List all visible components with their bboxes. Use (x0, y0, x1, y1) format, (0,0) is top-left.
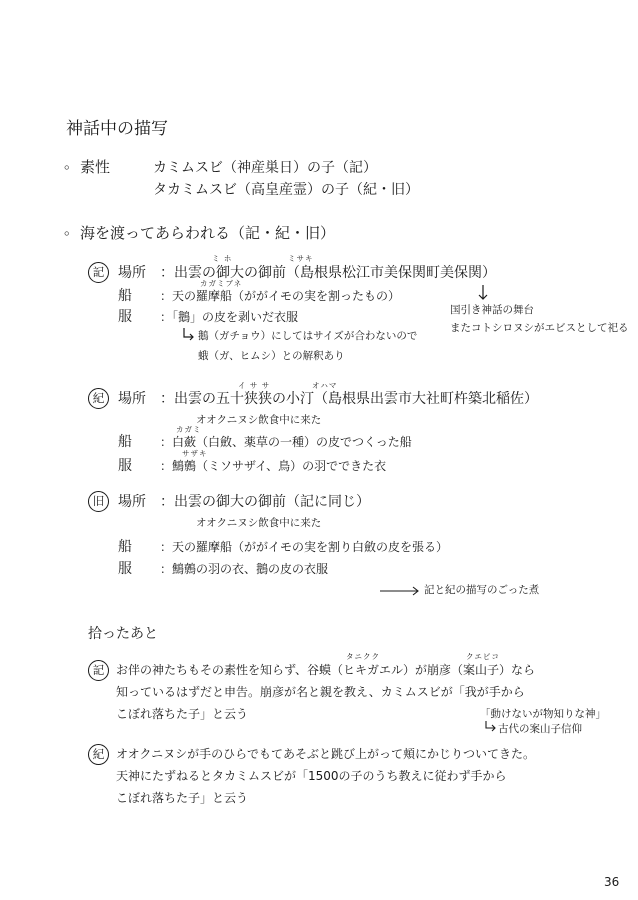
sea-text: 海を渡ってあらわれる（記・紀・旧） (80, 224, 336, 242)
after-side-arrow-icon (484, 721, 496, 733)
kiki-boat-label: 船 (118, 434, 132, 450)
after-ki-mark: 記 (88, 660, 109, 681)
ki-clothes-label: 服 (118, 309, 132, 325)
kyu-sub: オオクニヌシ飲食中に来た (196, 517, 322, 529)
kyu-place-label: 場所 (118, 494, 146, 510)
attr-line-2: タカミムスビ（高皇産霊）の子（紀・旧） (153, 182, 419, 198)
ki-boat-ruby: カガミブネ (200, 279, 243, 288)
kiki-place: ：出雲の五十狭狭の小汀（島根県出雲市大社町杵築北稲佐） (160, 391, 538, 407)
ki-note-1: 鵝（ガチョウ）にしてはサイズが合わないので (198, 330, 418, 342)
ki-boat: ：天の羅摩船（ががイモの実を割ったもの） (160, 289, 401, 303)
after-ki-ruby-2: クエビコ (466, 652, 500, 661)
ki-place-label: 場所 (118, 265, 146, 281)
kiki-sub: オオクニヌシ飲食中に来た (196, 414, 322, 426)
after-side-1: 「動けないが物知りな神」 (480, 708, 606, 720)
attr-line-1: カミムスビ（神産巣日）の子（記） (153, 160, 377, 176)
after-kiki-line-1: オオクニヌシが手のひらでもてあそぶと跳び上がって頬にかじりついてきた。 (116, 747, 536, 761)
note-arrow-icon (182, 328, 194, 342)
ki-mark: 記 (88, 262, 109, 283)
ki-place-ruby-1: ミ ホ (212, 254, 233, 263)
kiki-boat: ：白蘞（白斂、薬草の一種）の皮でつくった船 (160, 435, 412, 449)
page-number: 36 (604, 875, 620, 889)
mix-arrow-icon (380, 586, 420, 596)
kyu-clothes: ：鷦鷯の羽の衣、鵝の皮の衣服 (160, 562, 329, 576)
after-kiki-mark: 紀 (88, 744, 109, 765)
after-kiki-line-2: 天神にたずねるとタカミムスビが「1500の子のうち教えに従わず手から (116, 769, 507, 783)
after-ki-line-2: 知っているはずだと申告。崩彦が名と親を教え、カミムスビが「我が手から (116, 685, 525, 699)
kyu-mix-note: 記と紀の描写のごった煮 (424, 584, 540, 596)
kiki-place-ruby-1: イ サ サ (238, 381, 271, 390)
kiki-mark: 紀 (88, 388, 109, 409)
kiki-place-ruby-2: オハマ (312, 381, 338, 390)
attr-bullet: 。 (64, 154, 80, 172)
kyu-mark: 旧 (88, 491, 109, 512)
kiki-boat-ruby: カガミ (176, 425, 202, 434)
sea-bullet: 。 (64, 220, 80, 238)
kyu-boat-label: 船 (118, 539, 132, 555)
kiki-clothes-label: 服 (118, 458, 132, 474)
ki-side-1: 国引き神話の舞台 (450, 304, 534, 316)
kiki-clothes: ：鷦鷯（ミソサザイ、鳥）の羽でできた衣 (160, 459, 387, 473)
page-title: 神話中の描写 (66, 119, 168, 139)
kyu-boat: ：天の羅摩船（ががイモの実を割り白斂の皮を張る） (160, 540, 449, 554)
ki-note-2: 蛾（ガ、ヒムシ）との解釈あり (198, 350, 345, 362)
kyu-place: ：出雲の御大の御前（記に同じ） (160, 494, 370, 510)
after-ki-line-1: お伴の神たちもその素性を知らず、谷蟆（ヒキガエル）が崩彦（案山子）なら (116, 663, 536, 677)
after-heading: 拾ったあと (88, 626, 158, 642)
ki-place-ruby-2: ミサキ (288, 254, 314, 263)
attr-label: 素性 (80, 158, 111, 176)
after-kiki-line-3: こぼれ落ちた子」と云う (116, 791, 249, 805)
kyu-clothes-label: 服 (118, 561, 132, 577)
after-ki-line-3: こぼれ落ちた子」と云う (116, 707, 249, 721)
kiki-place-label: 場所 (118, 391, 146, 407)
kiki-clothes-ruby: サザキ (182, 449, 208, 458)
side-arrow-icon (478, 285, 488, 301)
after-side-2: 古代の案山子信仰 (498, 723, 582, 735)
ki-side-2: またコトシロヌシがエビスとして祀る (450, 322, 629, 334)
ki-clothes: ：「鵝」の皮を剥いだ衣服 (160, 310, 299, 324)
ki-boat-label: 船 (118, 288, 132, 304)
after-ki-ruby-1: タニクク (346, 652, 380, 661)
ki-place: ：出雲の御大の御前（島根県松江市美保関町美保関） (160, 265, 496, 281)
